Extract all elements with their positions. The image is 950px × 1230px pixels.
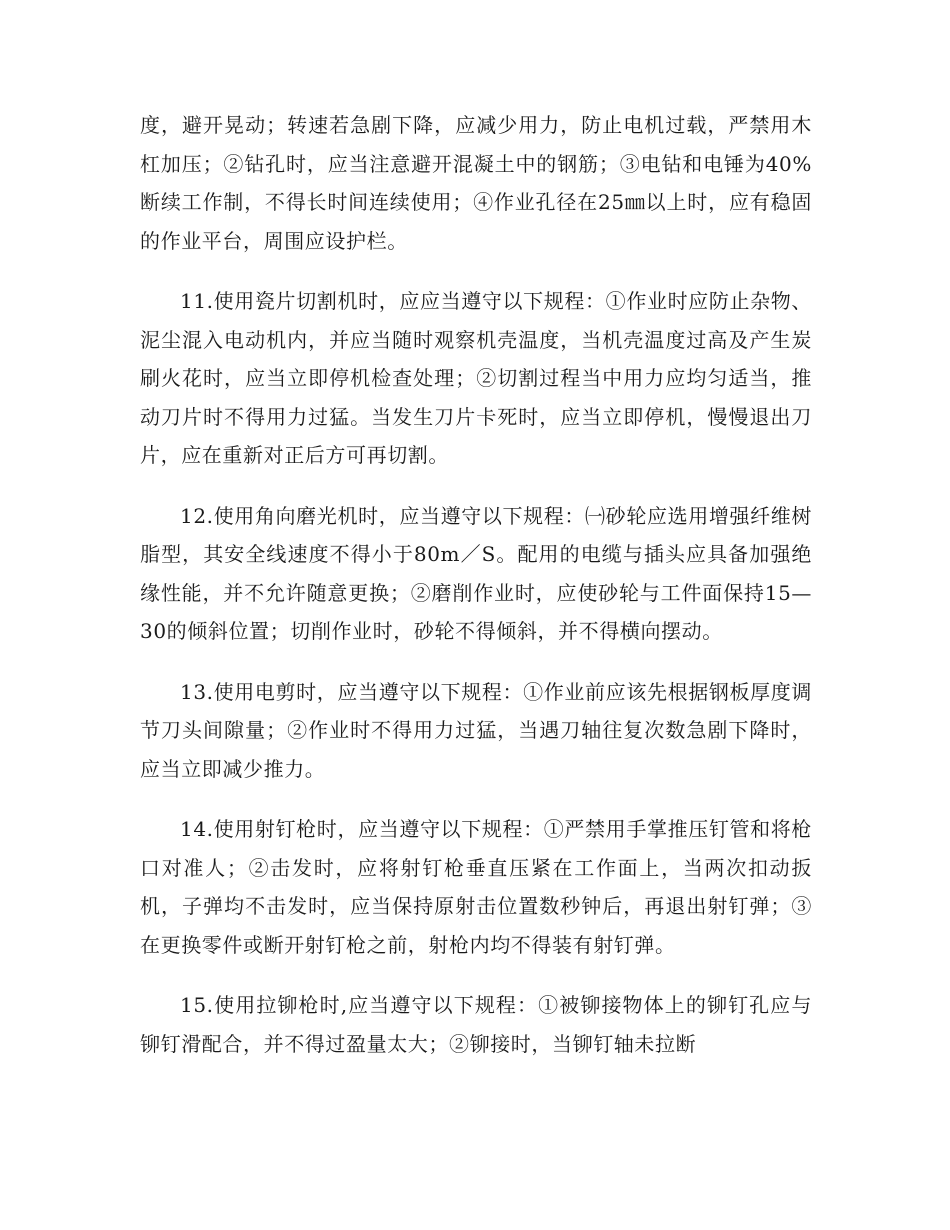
paragraph-item-12: 12.使用角向磨光机时，应当遵守以下规程：㈠砂轮应选用增强纤维树脂型，其安全线速度不得小于80m／S。配用的电缆与插头应具备加强绝缘性能，并不允许随意更换；②磨削作业时，应使砂轮与工件面保持15—30的倾斜位置；切削作业时，砂轮不得倾斜，并不得横向摆动。 (140, 503, 812, 643)
paragraph-item-14: 14.使用射钉枪时，应当遵守以下规程：①严禁用手掌推压钉管和将枪口对准人；②击发时，应将射钉枪垂直压紧在工作面上，当两次扣动扳机，子弹均不击发时，应当保持原射击位置数秒钟后，再退出射钉弹；③在更换零件或断开射钉枪之前，射枪内均不得装有射钉弹。 (140, 817, 812, 957)
paragraph-item-11: 11.使用瓷片切割机时，应应当遵守以下规程：①作业时应防止杂物、泥尘混入电动机内，并应当随时观察机壳温度，当机壳温度过高及产生炭刷火花时，应当立即停机检查处理；②切割过程当中用力应均匀适当，推动刀片时不得用力过猛。当发生刀片卡死时，应当立即停机，慢慢退出刀片，应在重新对正后方可再切割。 (140, 289, 812, 467)
document-page (140, 106, 812, 1085)
paragraph-item-13: 13.使用电剪时，应当遵守以下规程：①作业前应该先根据钢板厚度调节刀头间隙量；②作业时不得用力过猛，当遇刀轴往复次数急剧下降时，应当立即减少推力。 (140, 679, 812, 781)
paragraph-continuation: 度，避开晃动；转速若急剧下降，应减少用力，防止电机过载，严禁用木杠加压；②钻孔时，应当注意避开混凝土中的钢筋；③电钻和电锤为40%断续工作制，不得长时间连续使用；④作业孔径在25㎜以上时，应有稳固的作业平台，周围应设护栏。 (140, 113, 812, 253)
paragraph-item-15: 15.使用拉铆枪时,应当遵守以下规程：①被铆接物体上的铆钉孔应与铆钉滑配合，并不得过盈量太大；②铆接时，当铆钉轴未拉断 (140, 993, 812, 1056)
